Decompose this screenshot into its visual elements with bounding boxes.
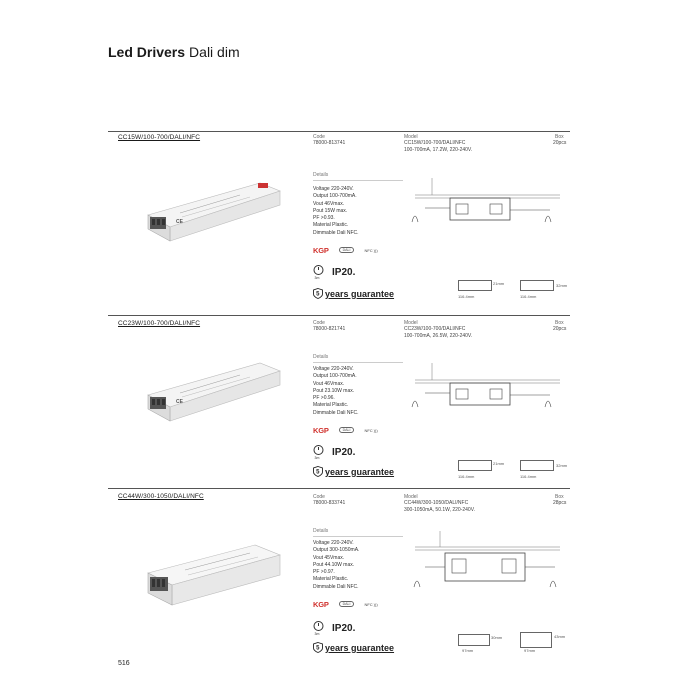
wiring-diagram — [400, 525, 575, 605]
model-label: Model — [404, 494, 418, 500]
svg-text:CE: CE — [176, 399, 183, 405]
model-line1: CC23W/100-700/DALI/NFC — [404, 326, 466, 332]
dim-length: 116.4mm — [520, 474, 537, 479]
model-line2: 100-700mA, 17.2W, 220-240V. — [404, 147, 473, 153]
kgp-logo: KGP — [313, 245, 329, 255]
model-label: Model — [404, 320, 418, 326]
page-number: 516 — [118, 660, 130, 667]
dim-length: 116.4mm — [458, 474, 475, 479]
spec-line: Material Plastic. — [313, 222, 349, 229]
guarantee — [313, 466, 394, 477]
spec-line: Pout 44.10W max. — [313, 561, 355, 568]
dim-width: 32mm — [556, 283, 568, 288]
box-value: 28pcs — [553, 500, 567, 506]
dimension-box-top — [520, 460, 554, 471]
dimension-box-top — [520, 280, 554, 291]
spec-line: Output 100-700mA. — [313, 193, 357, 200]
product-image — [140, 355, 290, 430]
code-value: 78000-813741 — [313, 140, 346, 146]
dimension-box-side — [458, 634, 490, 646]
dim-length: 116.4mm — [458, 294, 475, 299]
box-label: Box — [555, 320, 564, 326]
details-title: Details — [313, 354, 329, 360]
box-label: Box — [555, 134, 564, 140]
kgp-logo: KGP — [313, 599, 329, 609]
code-value: 78000-821741 — [313, 326, 346, 332]
model-label: Model — [404, 134, 418, 140]
guarantee-shield-icon — [313, 288, 323, 299]
svg-text:3m: 3m — [314, 632, 320, 636]
section-divider — [108, 488, 570, 489]
guarantee — [313, 642, 394, 653]
section-name: CC44W/300-1050/DALI/NFC — [118, 493, 204, 500]
model-line1: CC44W/300-1050/DALI/NFC — [404, 500, 469, 506]
spec-line: PF >0.97. — [313, 569, 335, 576]
svg-text:3m: 3m — [314, 276, 320, 280]
dim-height: 21mm — [493, 281, 505, 286]
dim-width: 43mm — [554, 634, 566, 639]
temperature-icon — [313, 620, 324, 636]
ip-rating — [313, 264, 355, 280]
nfc-wave-icon: ))) — [373, 601, 378, 607]
guarantee-shield-icon — [313, 642, 323, 653]
ip-value: IP20. — [332, 266, 356, 278]
guarantee-text: years guarantee — [325, 288, 395, 299]
box-label: Box — [555, 494, 564, 500]
nfc-label: NFC — [364, 601, 373, 607]
ip-value: IP20. — [332, 622, 356, 634]
svg-text:CE: CE — [176, 219, 183, 225]
spec-line: Material Plastic. — [313, 402, 349, 409]
section-name: CC15W/100-700/DALI/NFC — [118, 134, 201, 141]
guarantee-years: 5 — [316, 291, 320, 298]
spec-line: Output 300-1050mA. — [313, 547, 360, 554]
guarantee-years: 5 — [316, 469, 320, 476]
dimension-box-side — [458, 460, 492, 471]
spec-line: Dimmable Dali NFC. — [313, 229, 359, 236]
dimension-box-side — [458, 280, 492, 291]
temperature-icon — [313, 264, 324, 280]
nfc-wave-icon: ))) — [373, 427, 378, 433]
guarantee-shield-icon — [313, 466, 323, 477]
dali-logo: DALI — [339, 427, 355, 433]
ip-rating — [313, 620, 355, 636]
ip-rating — [313, 444, 355, 460]
details-divider — [313, 362, 403, 363]
box-value: 20pcs — [553, 326, 567, 332]
details-divider — [313, 536, 403, 537]
nfc-wave-icon: ))) — [373, 247, 378, 253]
title-main: Led Drivers — [108, 44, 186, 60]
spec-line: Output 100-700mA. — [313, 373, 357, 380]
details-divider — [313, 180, 403, 181]
code-label: Code — [313, 494, 325, 500]
box-value: 20pcs — [553, 140, 567, 146]
dim-height: 30mm — [491, 635, 503, 640]
spec-line: Material Plastic. — [313, 576, 349, 583]
temperature-icon — [313, 444, 324, 460]
dim-length: 97mm — [462, 648, 474, 653]
spec-line: Vout 46Vmax. — [313, 200, 345, 207]
product-image — [140, 175, 290, 250]
spec-line: Voltage 220-240V. — [313, 540, 354, 546]
dali-logo: DALI — [339, 247, 355, 253]
guarantee-text: years guarantee — [325, 642, 395, 653]
spec-line: PF >0.93. — [313, 215, 335, 222]
code-value: 78000-833741 — [313, 500, 346, 506]
nfc-label: NFC — [364, 247, 373, 253]
code-label: Code — [313, 134, 325, 140]
guarantee-text: years guarantee — [325, 466, 395, 477]
guarantee-years: 5 — [316, 645, 320, 652]
section-divider — [108, 315, 570, 316]
nfc-logo — [364, 248, 377, 253]
nfc-label: NFC — [364, 427, 373, 433]
dim-height: 21mm — [493, 461, 505, 466]
model-line2: 300-1050mA, 50.1W, 220-240V. — [404, 507, 475, 513]
cert-logos — [313, 425, 378, 435]
spec-line: PF >0.96. — [313, 395, 335, 402]
dali-logo: DALI — [339, 601, 355, 607]
nfc-logo — [364, 602, 377, 607]
spec-list — [313, 540, 359, 591]
kgp-logo: KGP — [313, 425, 329, 435]
wiring-diagram — [400, 355, 575, 425]
title-sub: Dali dim — [189, 44, 240, 60]
spec-line: Pout 15W max. — [313, 207, 348, 214]
dim-length: 116.4mm — [520, 294, 537, 299]
spec-line: Pout 23.10W max. — [313, 387, 355, 394]
section-name: CC23W/100-700/DALI/NFC — [118, 320, 201, 327]
details-title: Details — [313, 528, 329, 534]
spec-line: Dimmable Dali NFC. — [313, 583, 359, 590]
spec-line: Voltage 220-240V. — [313, 186, 354, 192]
code-label: Code — [313, 320, 325, 326]
dim-width: 32mm — [556, 463, 568, 468]
cert-logos — [313, 599, 378, 609]
page-title — [108, 44, 240, 60]
dimension-box-top — [520, 632, 552, 648]
product-image — [140, 535, 290, 615]
guarantee — [313, 288, 394, 299]
cert-logos — [313, 245, 378, 255]
ip-value: IP20. — [332, 446, 356, 458]
spec-line: Dimmable Dali NFC. — [313, 409, 359, 416]
spec-list — [313, 186, 359, 237]
spec-line: Voltage 220-240V. — [313, 366, 354, 372]
spec-list — [313, 366, 359, 417]
section-divider — [108, 131, 570, 132]
model-line1: CC15W/100-700/DALI/NFC — [404, 140, 466, 146]
spec-line: Vout 46Vmax. — [313, 380, 345, 387]
spec-line: Vout 45Vmax. — [313, 554, 345, 561]
nfc-logo — [364, 428, 377, 433]
details-title: Details — [313, 172, 329, 178]
model-line2: 100-700mA, 26.5W, 220-240V. — [404, 333, 473, 339]
wiring-diagram — [400, 170, 575, 240]
svg-text:3m: 3m — [314, 456, 320, 460]
dim-length: 97mm — [524, 648, 536, 653]
